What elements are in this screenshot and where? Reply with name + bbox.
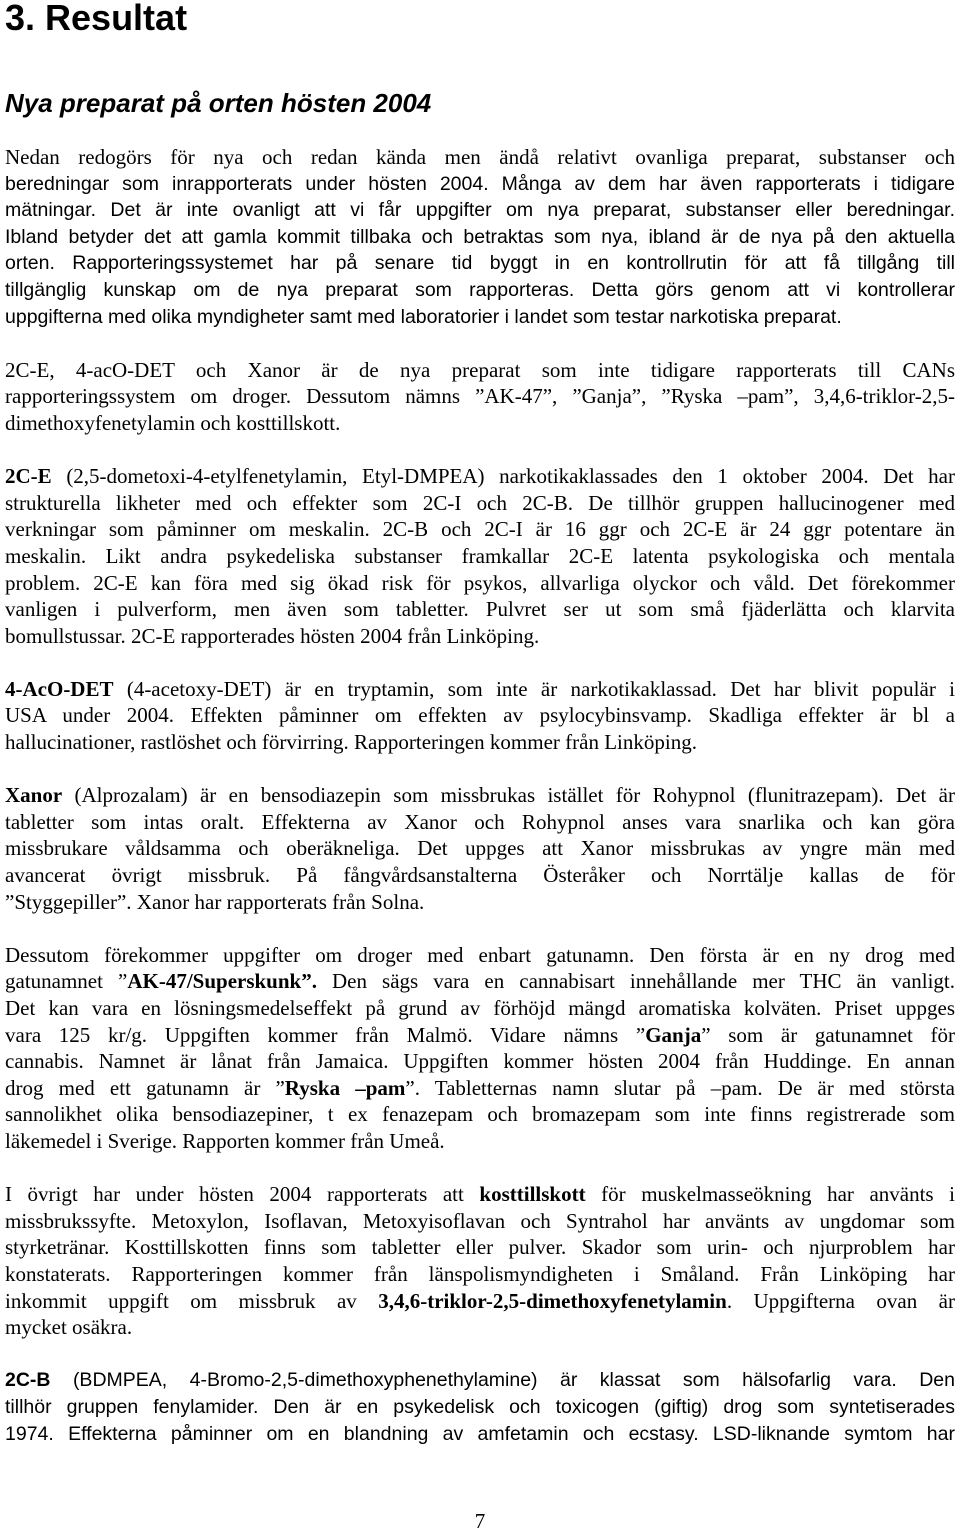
bold-term: kosttillskott: [479, 1182, 586, 1207]
paragraph: [5, 1181, 955, 1341]
text-line: [5, 516, 955, 543]
text-line: [5, 197, 955, 224]
text-run: mycket osäkra.: [5, 1315, 133, 1340]
text-line: [5, 1367, 955, 1394]
subsection-heading: Nya preparat på orten hösten 2004: [5, 88, 432, 118]
text-line: [5, 250, 955, 277]
text-line: [5, 224, 955, 251]
text-line: [5, 357, 955, 384]
text-run: dimethoxyfenetylamin och kosttillskott.: [5, 410, 341, 435]
text-line: [5, 862, 955, 889]
text-line: [5, 968, 955, 995]
text-line: [5, 729, 955, 756]
text-run: sannolikhet olika bensodiazepiner, t ex fenazepam och bromazepam som inte finns registrerade som: [5, 1102, 955, 1127]
text-run: verkningar som påminner om meskalin. 2C-B och 2C-I är 16 ggr och 2C-E är 24 ggr potentare än: [5, 517, 955, 542]
text-run: beredningar som inrapporterats under hösten 2004. Många av dem har även rapporterats i tidigare: [5, 172, 955, 195]
text-line: [5, 1022, 955, 1049]
text-run: orten. Rapporteringssystemet har på senare tid byggt in en kontrollrutin för att få tillgång till: [5, 252, 955, 275]
text-line: [5, 277, 955, 304]
text-run: problem. 2C-E kan föra med sig ökad risk för psykos, allvarliga olyckor och våld. Det förekommer: [5, 570, 955, 595]
text-line: [5, 1101, 955, 1128]
text-line: [5, 809, 955, 836]
text-run: Det kan vara en lösningsmedelseffekt på grund av förhöjd mängd aromatiska kolväten. Priset uppges: [5, 996, 955, 1020]
text-run: Nedan redogörs för nya och redan kända men ändå relativt ovanliga preparat, substanser och: [5, 145, 955, 169]
text-line: [5, 171, 955, 198]
text-line: [5, 1261, 955, 1288]
text-line: [5, 1421, 955, 1448]
text-run: ” som är gatunamnet för: [701, 1022, 955, 1047]
body-text: [5, 144, 955, 1474]
text-run: rapporteringssystem om droger. Dessutom nämns ”AK-47”, ”Ganja”, ”Ryska –pam”, 3,4,6-triklor-2,5-: [5, 384, 955, 409]
bold-term: Ganja: [645, 1022, 702, 1047]
text-line: [5, 995, 955, 1022]
text-run: vanligen i pulverform, men även som tabletter. Pulvret ser ut som små fjäderlätta och klarvita: [5, 597, 955, 622]
text-run: Den sägs vara en cannabisart innehållande mer THC än vanligt.: [316, 969, 955, 994]
text-run: cannabis. Namnet är lånat från Jamaica. Uppgiften kommer hösten 2004 från Huddinge. En annan: [5, 1049, 955, 1074]
text-run: missbrukssyfte. Metoxylon, Isoflavan, Metoxyisoflavan och Syntrahol har använts av ungdomar som: [5, 1208, 955, 1233]
text-line: [5, 1234, 955, 1261]
text-run: I övrigt har under hösten 2004 rapporterats att: [5, 1182, 480, 1207]
bold-term: 4-AcO-DET: [5, 676, 114, 701]
text-run: missbrukare våldsamma och oberäkneliga. Det uppges att Xanor missbrukas av yngre män med: [5, 836, 955, 861]
text-run: hallucinationer, rastlöshet och förvirring. Rapporteringen kommer från Linköping.: [5, 730, 697, 755]
paragraph: [5, 144, 955, 330]
text-run: inkommit uppgift om missbruk av: [5, 1288, 379, 1313]
paragraph: [5, 782, 955, 915]
text-line: [5, 782, 955, 809]
text-run: vara 125 kr/g. Uppgiften kommer från Malmö. Vidare nämns ”: [5, 1022, 646, 1047]
page-number: 7: [474, 1509, 486, 1533]
text-run: (Alprozalam) är en bensodiazepin som missbrukas istället för Rohypnol (flunitrazepam). Det är: [62, 783, 955, 808]
text-line: [5, 383, 955, 410]
text-run: ”Styggepiller”. Xanor har rapporterats från Solna.: [5, 889, 425, 914]
text-run: Dessutom förekommer uppgifter om droger med enbart gatunamn. Den första är en ny drog med: [5, 942, 955, 967]
text-run: läkemedel i Sverige. Rapporten kommer från Umeå.: [5, 1128, 445, 1153]
text-run: drog med ett gatunamn är ”: [5, 1075, 285, 1100]
text-run: avancerat övrigt missbruk. På fångvårdsanstalterna Österåker och Norrtälje kallas de för: [5, 863, 955, 888]
text-run: USA under 2004. Effekten påminner om effekten av psylocybinsvamp. Skadliga effekter är bl a: [5, 703, 955, 728]
paragraph: [5, 1367, 955, 1447]
text-run: styrketränar. Kosttillskotten finns som tabletter eller pulver. Skador som urin- och njurproblem har: [5, 1235, 955, 1260]
text-line: [5, 835, 955, 862]
text-run: bomullstussar. 2C-E rapporterades hösten 2004 från Linköping.: [5, 623, 540, 648]
text-line: [5, 490, 955, 517]
bold-term: 2C-E: [5, 464, 52, 489]
bold-term: 3,4,6-triklor-2,5-dimethoxyfenetylamin: [378, 1288, 727, 1313]
text-line: [5, 144, 955, 171]
bold-term: Xanor: [5, 783, 63, 808]
text-line: [5, 889, 955, 916]
text-run: 1974. Effekterna påminner om en blandning av amfetamin och ecstasy. LSD-liknande symtom har: [5, 1422, 955, 1445]
text-run: (2,5-dometoxi-4-etylfenetylamin, Etyl-DMPEA) narkotikaklassades den 1 oktober 2004. Det har: [51, 464, 955, 489]
text-line: [5, 623, 955, 650]
text-line: [5, 1314, 955, 1341]
text-line: [5, 676, 955, 703]
text-line: [5, 543, 955, 570]
text-line: [5, 1394, 955, 1421]
text-run: ”. Tabletternas namn slutar på –pam. De är med största: [405, 1075, 955, 1100]
text-line: [5, 570, 955, 597]
text-line: [5, 702, 955, 729]
text-run: tillgänglig kunskap om de nya preparat som rapporteras. Detta görs genom att vi kontrollerar: [5, 278, 955, 301]
text-run: uppgifterna med olika myndigheter samt med laboratorier i landet som testar narkotiska preparat.: [5, 305, 842, 328]
paragraph: [5, 942, 955, 1155]
text-line: [5, 596, 955, 623]
text-run: för muskelmasseökning har använts i: [585, 1182, 955, 1207]
text-run: (BDMPEA, 4-Bromo-2,5-dimethoxyphenethylamine) är klassat som hälsofarlig vara. Den: [50, 1369, 955, 1392]
paragraph: [5, 676, 955, 756]
text-run: (4-acetoxy-DET) är en tryptamin, som inte är narkotikaklassad. Det har blivit populär i: [113, 676, 955, 701]
text-run: tillhör gruppen fenylamider. Den är en psykedelisk och toxicogen (giftig) drog som syntetiserades: [5, 1395, 955, 1418]
text-line: [5, 1181, 955, 1208]
text-run: mätningar. Det är inte ovanligt att vi får uppgifter om nya preparat, substanser eller beredningar.: [5, 199, 955, 222]
text-run: tabletter som intas oralt. Effekterna av Xanor och Rohypnol anses vara snarlika och kan göra: [5, 809, 955, 834]
text-line: [5, 304, 955, 331]
text-run: gatunamnet ”: [5, 969, 128, 994]
text-run: meskalin. Likt andra psykedeliska substanser framkallar 2C-E latenta psykologiska och mentala: [5, 543, 955, 568]
text-line: [5, 942, 955, 969]
text-run: strukturella likheter med och effekter som 2C-I och 2C-B. De tillhör gruppen hallucinogener med: [5, 490, 955, 515]
text-line: [5, 463, 955, 490]
text-line: [5, 1075, 955, 1102]
text-line: [5, 410, 955, 437]
paragraph: [5, 357, 955, 437]
bold-term: 2C-B: [5, 1369, 51, 1392]
paragraph: [5, 463, 955, 649]
bold-term: Ryska –pam: [284, 1075, 406, 1100]
text-run: konstaterats. Rapporteringen kommer från länspolismyndigheten i Småland. Från Linköping har: [5, 1261, 955, 1286]
text-run: . Uppgifterna ovan är: [726, 1288, 955, 1313]
text-run: Ibland betyder det att gamla kommit tillbaka och betraktas som nya, ibland är de nya på den aktuella: [5, 225, 955, 248]
text-line: [5, 1048, 955, 1075]
bold-term: AK-47/Superskunk”.: [127, 969, 317, 994]
text-line: [5, 1128, 955, 1155]
text-line: [5, 1208, 955, 1235]
text-line: [5, 1288, 955, 1315]
text-run: 2C-E, 4-acO-DET och Xanor är de nya preparat som inte tidigare rapporterats till CANs: [5, 357, 955, 382]
section-heading: 3. Resultat: [5, 0, 188, 38]
